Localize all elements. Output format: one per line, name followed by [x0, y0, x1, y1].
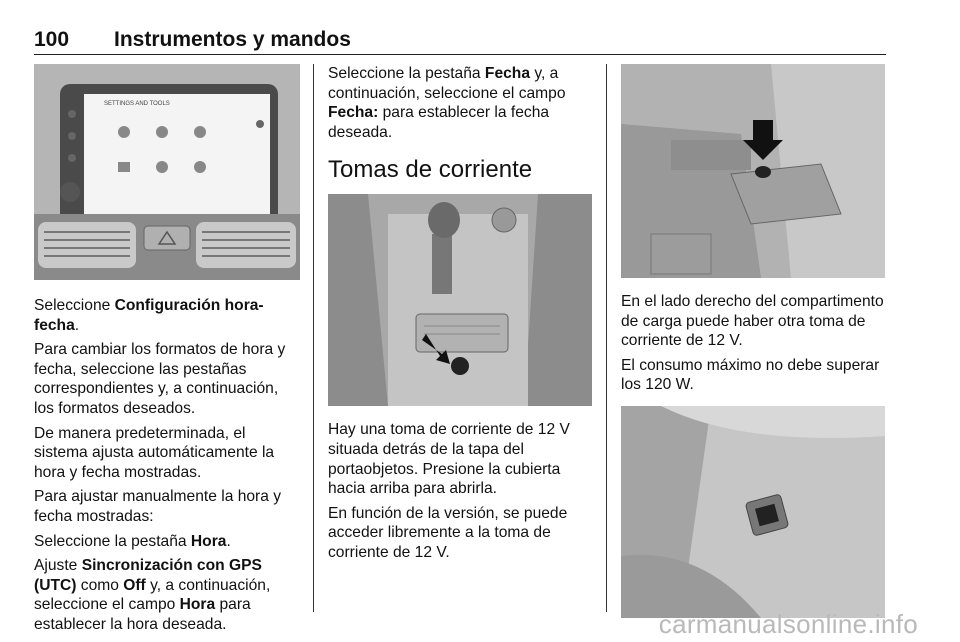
column-divider: [313, 64, 314, 612]
paragraph: En el lado derecho del compartimento de carga puede haber otra toma de corriente de 12 V.: [621, 293, 884, 350]
chapter-title: Instrumentos y mandos: [114, 28, 351, 51]
watermark: carmanualsonline.info: [658, 609, 918, 639]
paragraph: Seleccione la pestaña Hora.: [34, 532, 231, 550]
paragraph: El consumo máximo no debe superar los 120 W.: [621, 356, 880, 394]
column-divider: [606, 64, 607, 612]
section-heading: Tomas de corriente: [328, 156, 533, 184]
paragraph: Ajuste Sincronización con GPS (UTC) como Off y, a continuación, seleccione el campo Hora para establecer la hora deseada.: [34, 557, 271, 633]
column-1: [34, 64, 300, 640]
paragraph: Para cambiar los formatos de hora y fecha, seleccione las pestañas correspondientes y, a continuación, los formatos deseados.: [34, 341, 286, 417]
cargo-area-socket-illustration: [621, 64, 885, 278]
column-3: [621, 64, 887, 618]
paragraph: Seleccione Configuración hora-fecha.: [34, 297, 264, 334]
paragraph: En función de la versión, se puede acceder libremente a la toma de corriente de 12 V.: [328, 504, 568, 561]
paragraph: Para ajustar manualmente la hora y fecha mostradas:: [34, 488, 282, 525]
page-number: 100: [34, 28, 70, 51]
paragraph: Hay una toma de corriente de 12 V situada detrás de la tapa del portaobjetos. Presione la cubierta hacia arriba para abrirla.: [328, 421, 570, 498]
infotainment-screen-illustration: [34, 64, 300, 280]
screen-title: SETTINGS AND TOOLS: [104, 101, 170, 107]
page-header: [34, 28, 886, 55]
paragraph: Seleccione la pestaña Fecha y, a continuación, seleccione el campo Fecha: para establecer la fecha deseada.: [328, 65, 566, 141]
paragraph: De manera predeterminada, el sistema ajusta automáticamente la hora y fecha mostradas.: [34, 424, 275, 481]
center-console-socket-illustration: [328, 194, 592, 406]
column-2: [328, 64, 592, 568]
rear-socket-illustration: [621, 406, 885, 618]
